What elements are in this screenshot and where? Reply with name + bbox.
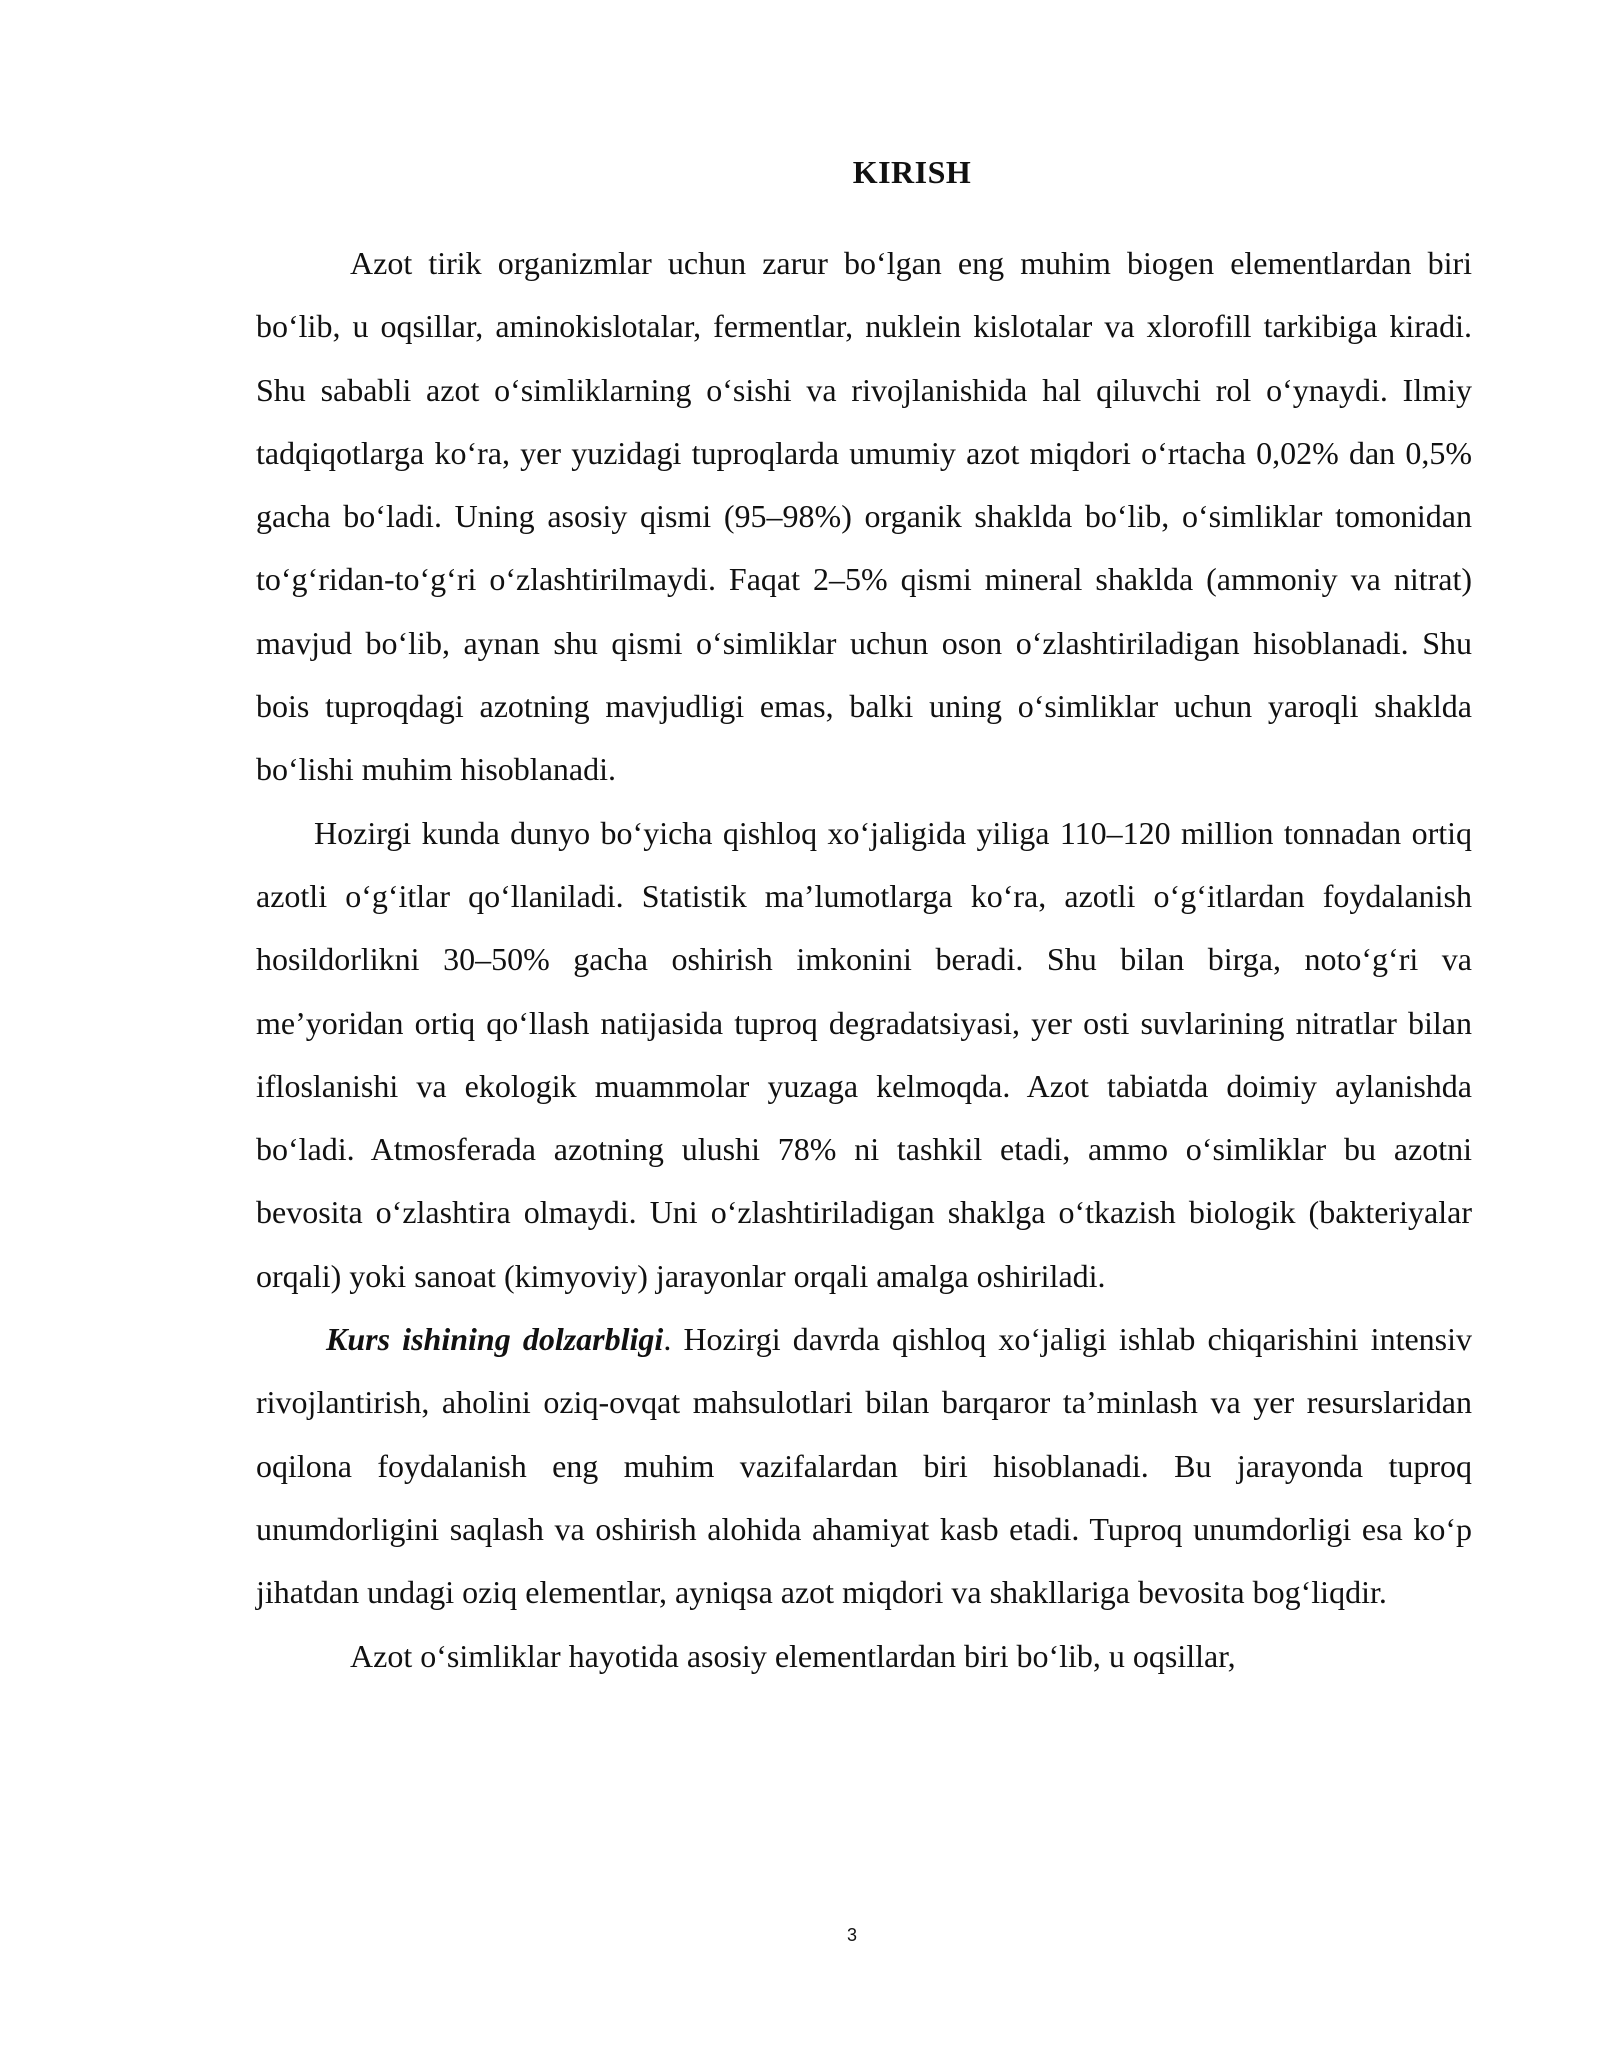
paragraph-1: Azot tirik organizmlar uchun zarur bo‘lgan eng muhim biogen elementlardan biri bo‘lib, u oqsillar, aminokislotalar, fermentlar, nuklein kislotalar va xlorofill tarkibiga kiradi. Shu sababli azot o‘simliklarning o‘sishi va rivojlanishida hal qiluvchi rol o‘ynaydi. Ilmiy tadqiqotlarga ko‘ra, yer yuzidagi tuproqlarda umumiy azot miqdori o‘rtacha 0,02% dan 0,5% gacha bo‘ladi. Uning asosiy qismi (95–98%) organik shaklda bo‘lib, o‘simliklar tomonidan to‘g‘ridan-to‘g‘ri o‘zlashtirilmaydi. Faqat 2–5% qismi mineral shaklda (ammoniy va nitrat) mavjud bo‘lib, aynan shu qismi o‘simliklar uchun oson o‘zlashtiriladigan hisoblanadi. Shu bois tuproqdagi azotning mavjudligi emas, balki uning o‘simliklar uchun yaroqli shaklda bo‘lishi muhim hisoblanadi. [256, 245, 1472, 788]
body-text [256, 232, 1472, 1688]
page-number: 3 [846, 1925, 857, 1945]
paragraph-3 [256, 1308, 1472, 1624]
section-title: KIRISH [852, 154, 972, 190]
paragraph-4: Azot o‘simliklar hayotida asosiy elementlardan biri bo‘lib, u oqsillar, [350, 1637, 1236, 1674]
paragraph-3-lead: Kurs ishining dolzarbligi [326, 1321, 664, 1358]
paragraph-3-text: . Hozirgi davrda qishloq xo‘jaligi ishlab chiqarishini intensiv rivojlantirish, aholini oziq-ovqat mahsulotlari bilan barqaror ta’minlash va yer resurslaridan oqilona foydalanish eng muhim vazifalardan biri hisoblanadi. Bu jarayonda tuproq unumdorligini saqlash va oshirish alohida ahamiyat kasb etadi. Tuproq unumdorligi esa ko‘p jihatdan undagi oziq elementlar, ayniqsa azot miqdori va shakllariga bevosita bog‘liqdir. [256, 1321, 1473, 1611]
paragraph-2: Hozirgi kunda dunyo bo‘yicha qishloq xo‘jaligida yiliga 110–120 million tonnadan ortiq azotli o‘g‘itlar qo‘llaniladi. Statistik ma’lumotlarga ko‘ra, azotli o‘g‘itlardan foydalanish hosildorlikni 30–50% gacha oshirish imkonini beradi. Shu bilan birga, noto‘g‘ri va me’yoridan ortiq qo‘llash natijasida tuproq degradatsiyasi, yer osti suvlarining nitratlar bilan ifloslanishi va ekologik muammolar yuzaga kelmoqda. Azot tabiatda doimiy aylanishda bo‘ladi. Atmosferada azotning ulushi 78% ni tashkil etadi, ammo o‘simliklar bu azotni bevosita o‘zlashtira olmaydi. Uni o‘zlashtiriladigan shaklga o‘tkazish biologik (bakteriyalar orqali) yoki sanoat (kimyoviy) jarayonlar orqali amalga oshiriladi. [256, 814, 1472, 1294]
